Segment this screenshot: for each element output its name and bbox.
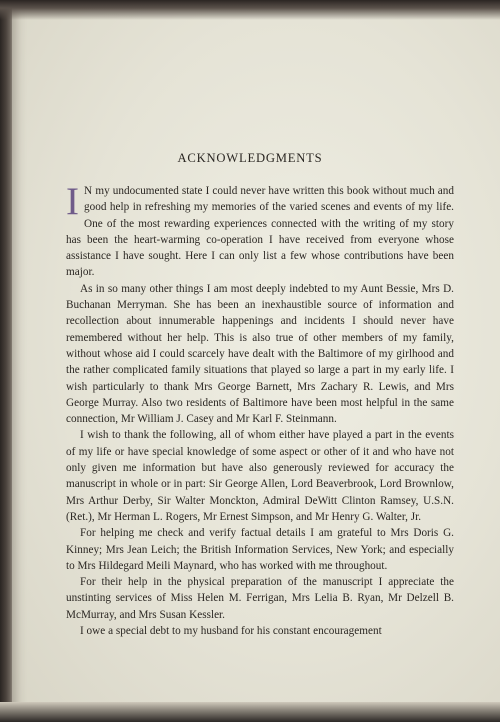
paragraph-1-text: my undocumented state I could never have written this book without much and good help in refreshing my memories of the varied scenes and events of my life. One of the most rewarding experiences connected with the writing of my story has been the heart-warming co-operation I have received from everyone whose assistance I have sought. Here I can only list a few whose contributions have been major. <box>66 185 454 279</box>
paragraph-3: I wish to thank the following, all of whom either have played a part in the events of my life or have special knowledge of some aspect or other of it and who have not only given me information but have also generously reviewed for accuracy the manuscript in whole or in part: Sir George Allen, Lord Beaverbrook, Lord Brownlow, Mrs Arthur Derby, Sir Walter Monckton, Admiral DeWitt Clinton Ramsey, U.S.N. (Ret.), Mr Herman L. Rogers, Mr Ernest Simpson, and Mr Henry G. Walter, Jr. <box>66 429 454 523</box>
small-caps-lead: N <box>84 185 93 197</box>
paragraph-2: As in so many other things I am most deeply indebted to my Aunt Bessie, Mrs D. Buchanan Merryman. She has been an inexhaustible source of information and recollection about innumerable happenings and incidents I should never have remembered without her help. This is also true of other members of my family, without whose aid I could scarcely have dealt with the Baltimore of my girlhood and the rather complicated family situations that played so large a part in my early life. I wish particularly to thank Mrs George Barnett, Mrs Zachary R. Lewis, and Mrs George Murray. Also two residents of Baltimore have been most helpful in the same connection, Mr William J. Casey and Mr Karl F. Steinmann. <box>66 282 454 426</box>
page-heading: ACKNOWLEDGMENTS <box>177 151 323 165</box>
paragraph-1 <box>66 180 454 281</box>
acknowledgments-text <box>66 180 454 639</box>
paragraph-6: I owe a special debt to my husband for his constant encouragement <box>80 625 382 638</box>
paragraph-5: For their help in the physical preparation of the manuscript I appreciate the unstinting services of Miss Helen M. Ferrigan, Mrs Lelia B. Ryan, Mr Delzell B. McMurray, and Mrs Susan Kessler. <box>66 576 454 621</box>
drop-cap: I <box>66 180 80 223</box>
top-binding-shadow <box>0 0 500 20</box>
paragraph-4: For helping me check and verify factual details I am grateful to Mrs Doris G. Kinney; Mrs Jean Leich; the British Information Services, New York; and especially to Mrs Hildegard Meili Maynard, who has worked with me throughout. <box>66 527 454 572</box>
bottom-page-edge <box>0 702 500 722</box>
